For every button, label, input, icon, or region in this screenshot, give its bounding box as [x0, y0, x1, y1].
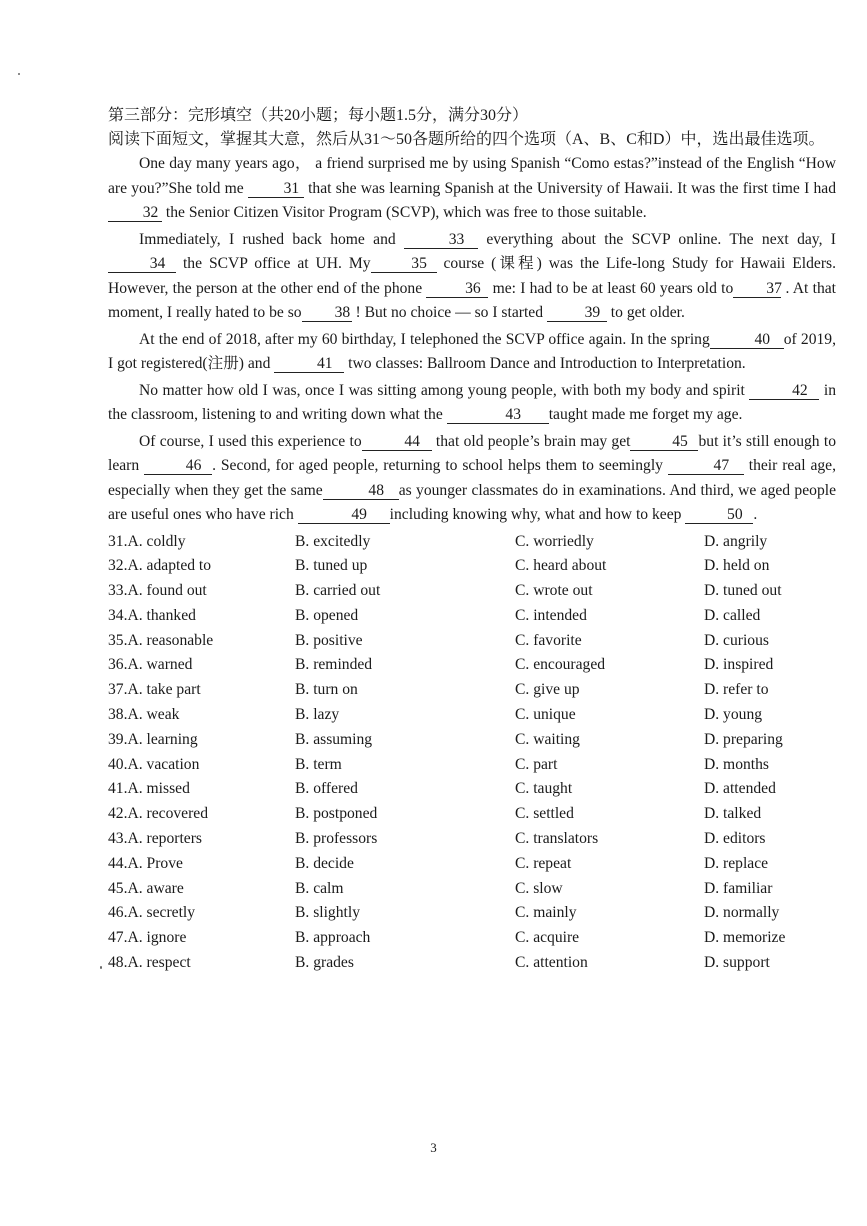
option-b: B. decide — [295, 854, 354, 872]
section-title: 第三部分：完形填空（共20小题；每小题1.5分，满分30分） — [108, 107, 529, 124]
option-a: 34.A. thanked — [108, 606, 196, 624]
option-d: D. refer to — [704, 681, 769, 699]
passage-text: everything about the SCVP online. The next day, I — [478, 230, 836, 248]
option-c: C. attention — [515, 954, 588, 972]
instructions: 阅读下面短文，掌握其大意，然后从31～50各题所给的四个选项（A、B、C和D）中，选出最佳选项。 — [108, 131, 825, 148]
option-d: D. talked — [704, 805, 762, 823]
option-a: 31.A. coldly — [108, 532, 186, 550]
answer-options — [108, 530, 836, 976]
option-c: C. mainly — [515, 904, 577, 922]
passage-text: the SCVP office at UH. My — [176, 255, 371, 272]
passage-text: of 2019, I got registered(注册) and — [108, 330, 836, 372]
option-d: D. angrily — [704, 532, 768, 550]
exam-page — [108, 104, 836, 976]
option-c: C. repeat — [515, 854, 572, 872]
passage-text: two classes: Ballroom Dance and Introduction to Interpretation. — [344, 355, 746, 372]
option-d: D. replace — [704, 854, 769, 872]
passage-text: Immediately, I rushed back home and — [139, 230, 404, 248]
blank-39: 39 — [547, 304, 607, 322]
option-row-31 — [108, 530, 836, 555]
option-b: B. calm — [295, 879, 344, 897]
option-b: B. lazy — [295, 706, 340, 724]
option-row-36 — [108, 653, 836, 678]
option-d: D. tuned out — [704, 582, 782, 600]
blank-35: 35 — [371, 255, 437, 273]
option-a: 39.A. learning — [108, 730, 198, 748]
option-a: 33.A. found out — [108, 582, 207, 600]
passage-text: At the end of 2018, after my 60 birthday, I telephoned the SCVP office again. In the spring — [139, 330, 710, 348]
option-row-42 — [108, 802, 836, 827]
option-c: C. slow — [515, 879, 563, 897]
option-b: B. offered — [295, 780, 358, 798]
option-row-41 — [108, 777, 836, 802]
blank-44: 44 — [362, 433, 432, 451]
passage-text: . At that moment, I really hated to be so — [108, 279, 836, 321]
option-b: B. professors — [295, 830, 378, 848]
option-c: C. waiting — [515, 730, 580, 748]
option-d: D. attended — [704, 780, 776, 798]
passage-paragraph-4 — [108, 379, 836, 428]
option-c: C. encouraged — [515, 656, 606, 674]
passage-text: . — [753, 506, 758, 523]
passage-paragraph-2 — [108, 228, 836, 326]
option-b: B. turn on — [295, 681, 358, 699]
option-d: D. called — [704, 606, 761, 624]
option-c: C. unique — [515, 706, 576, 724]
option-d: D. held on — [704, 557, 770, 575]
option-d: D. curious — [704, 631, 769, 649]
blank-50: 50 — [685, 506, 753, 524]
option-row-47 — [108, 926, 836, 951]
option-d: D. memorize — [704, 929, 786, 947]
passage-text: No matter how old I was, once I was sitting among young people, with both my body and spirit — [139, 381, 750, 399]
option-a: 44.A. Prove — [108, 854, 183, 872]
scan-speck — [100, 966, 102, 969]
option-a: 32.A. adapted to — [108, 557, 212, 575]
option-a: 36.A. warned — [108, 656, 193, 674]
option-c: C. part — [515, 755, 558, 773]
blank-46: 46 — [144, 457, 212, 475]
option-a: 46.A. secretly — [108, 904, 196, 922]
blank-34: 34 — [108, 255, 176, 273]
passage-text: that she was learning Spanish at the University of Hawaii. It was the first time I had — [303, 179, 837, 197]
blank-45: 45 — [630, 433, 698, 451]
blank-38: 38 — [302, 304, 352, 322]
scan-speck — [18, 73, 20, 75]
blank-33: 33 — [404, 231, 478, 249]
option-c: C. wrote out — [515, 582, 593, 600]
option-b: B. positive — [295, 631, 363, 649]
option-b: B. reminded — [295, 656, 373, 674]
blank-48: 48 — [323, 482, 399, 500]
passage-text: to get older. — [606, 304, 685, 321]
option-c: C. intended — [515, 606, 587, 624]
option-a: 47.A. ignore — [108, 929, 187, 947]
option-row-33 — [108, 579, 836, 604]
option-row-48 — [108, 951, 836, 976]
passage-text: including knowing why, what and how to keep — [389, 506, 686, 523]
passage-paragraph-5 — [108, 430, 836, 528]
blank-32: 32 — [108, 204, 162, 222]
passage-text: ! But no choice — so I started — [351, 304, 547, 321]
option-c: C. worriedly — [515, 532, 594, 550]
option-row-43 — [108, 827, 836, 852]
passage-text: . Second, for aged people, returning to school helps them to seemingly — [212, 457, 668, 474]
blank-49: 49 — [298, 506, 390, 524]
option-row-46 — [108, 901, 836, 926]
option-b: B. slightly — [295, 904, 360, 922]
blank-36: 36 — [426, 280, 488, 298]
option-a: 43.A. reporters — [108, 830, 202, 848]
passage-text: Of course, I used this experience to — [139, 432, 362, 450]
passage-text: as younger classmates do in examinations. And third, we aged people are useful ones who have rich — [108, 481, 836, 523]
option-a: 40.A. vacation — [108, 755, 200, 773]
option-b: B. grades — [295, 954, 354, 972]
option-row-44 — [108, 852, 836, 877]
option-b: B. term — [295, 755, 342, 773]
option-d: D. editors — [704, 830, 766, 848]
passage-text: One day many years ago， a friend surprised me by using Spanish “Como estas?”instead of the English “How are you?”She told me — [108, 155, 836, 197]
blank-40: 40 — [710, 331, 784, 349]
page-number: 3 — [430, 1140, 437, 1155]
option-b: B. assuming — [295, 730, 373, 748]
blank-31: 31 — [248, 180, 304, 198]
blank-41: 41 — [274, 355, 344, 373]
option-row-39 — [108, 728, 836, 753]
option-row-45 — [108, 877, 836, 902]
option-row-37 — [108, 678, 836, 703]
option-c: C. acquire — [515, 929, 580, 947]
option-a: 42.A. recovered — [108, 805, 209, 823]
passage-text: the Senior Citizen Visitor Program (SCVP), which was free to those suitable. — [162, 204, 647, 221]
option-b: B. carried out — [295, 582, 381, 600]
option-a: 45.A. aware — [108, 879, 184, 897]
blank-43: 43 — [447, 406, 549, 424]
option-c: C. settled — [515, 805, 574, 823]
passage-text: in the classroom, listening to and writing down what the — [108, 381, 836, 423]
passage-text: their real age, especially when they get the same — [108, 457, 836, 499]
passage-text: taught made me forget my age. — [548, 406, 743, 423]
option-b: B. approach — [295, 929, 371, 947]
blank-37: 37 — [733, 280, 781, 298]
option-b: B. tuned up — [295, 557, 368, 575]
option-c: C. give up — [515, 681, 580, 699]
passage-text: course (课程) was the Life-long Study for Hawaii Elders. However, the person at the other end of the phone — [108, 255, 836, 297]
option-b: B. postponed — [295, 805, 378, 823]
option-c: C. heard about — [515, 557, 607, 575]
option-b: B. opened — [295, 606, 359, 624]
option-row-38 — [108, 703, 836, 728]
option-d: D. familiar — [704, 879, 773, 897]
option-a: 48.A. respect — [108, 954, 191, 972]
passage-text: that old people’s brain may get — [431, 432, 631, 450]
option-row-34 — [108, 604, 836, 629]
option-row-35 — [108, 629, 836, 654]
option-b: B. excitedly — [295, 532, 371, 550]
option-d: D. preparing — [704, 730, 783, 748]
passage-text: me: I had to be at least 60 years old to — [488, 279, 734, 297]
passage-paragraph-1 — [108, 152, 836, 226]
option-a: 37.A. take part — [108, 681, 201, 699]
option-c: C. taught — [515, 780, 573, 798]
option-a: 38.A. weak — [108, 706, 180, 724]
option-d: D. young — [704, 706, 763, 724]
option-c: C. favorite — [515, 631, 582, 649]
option-a: 41.A. missed — [108, 780, 190, 798]
blank-47: 47 — [668, 457, 744, 475]
passage-paragraph-3 — [108, 328, 836, 377]
option-d: D. inspired — [704, 656, 774, 674]
option-a: 35.A. reasonable — [108, 631, 214, 649]
option-d: D. normally — [704, 904, 780, 922]
blank-42: 42 — [749, 382, 819, 400]
option-d: D. support — [704, 954, 770, 972]
option-c: C. translators — [515, 830, 599, 848]
passage-text: but it’s still enough to learn — [108, 432, 836, 474]
option-row-40 — [108, 753, 836, 778]
option-d: D. months — [704, 755, 769, 773]
option-row-32 — [108, 554, 836, 579]
